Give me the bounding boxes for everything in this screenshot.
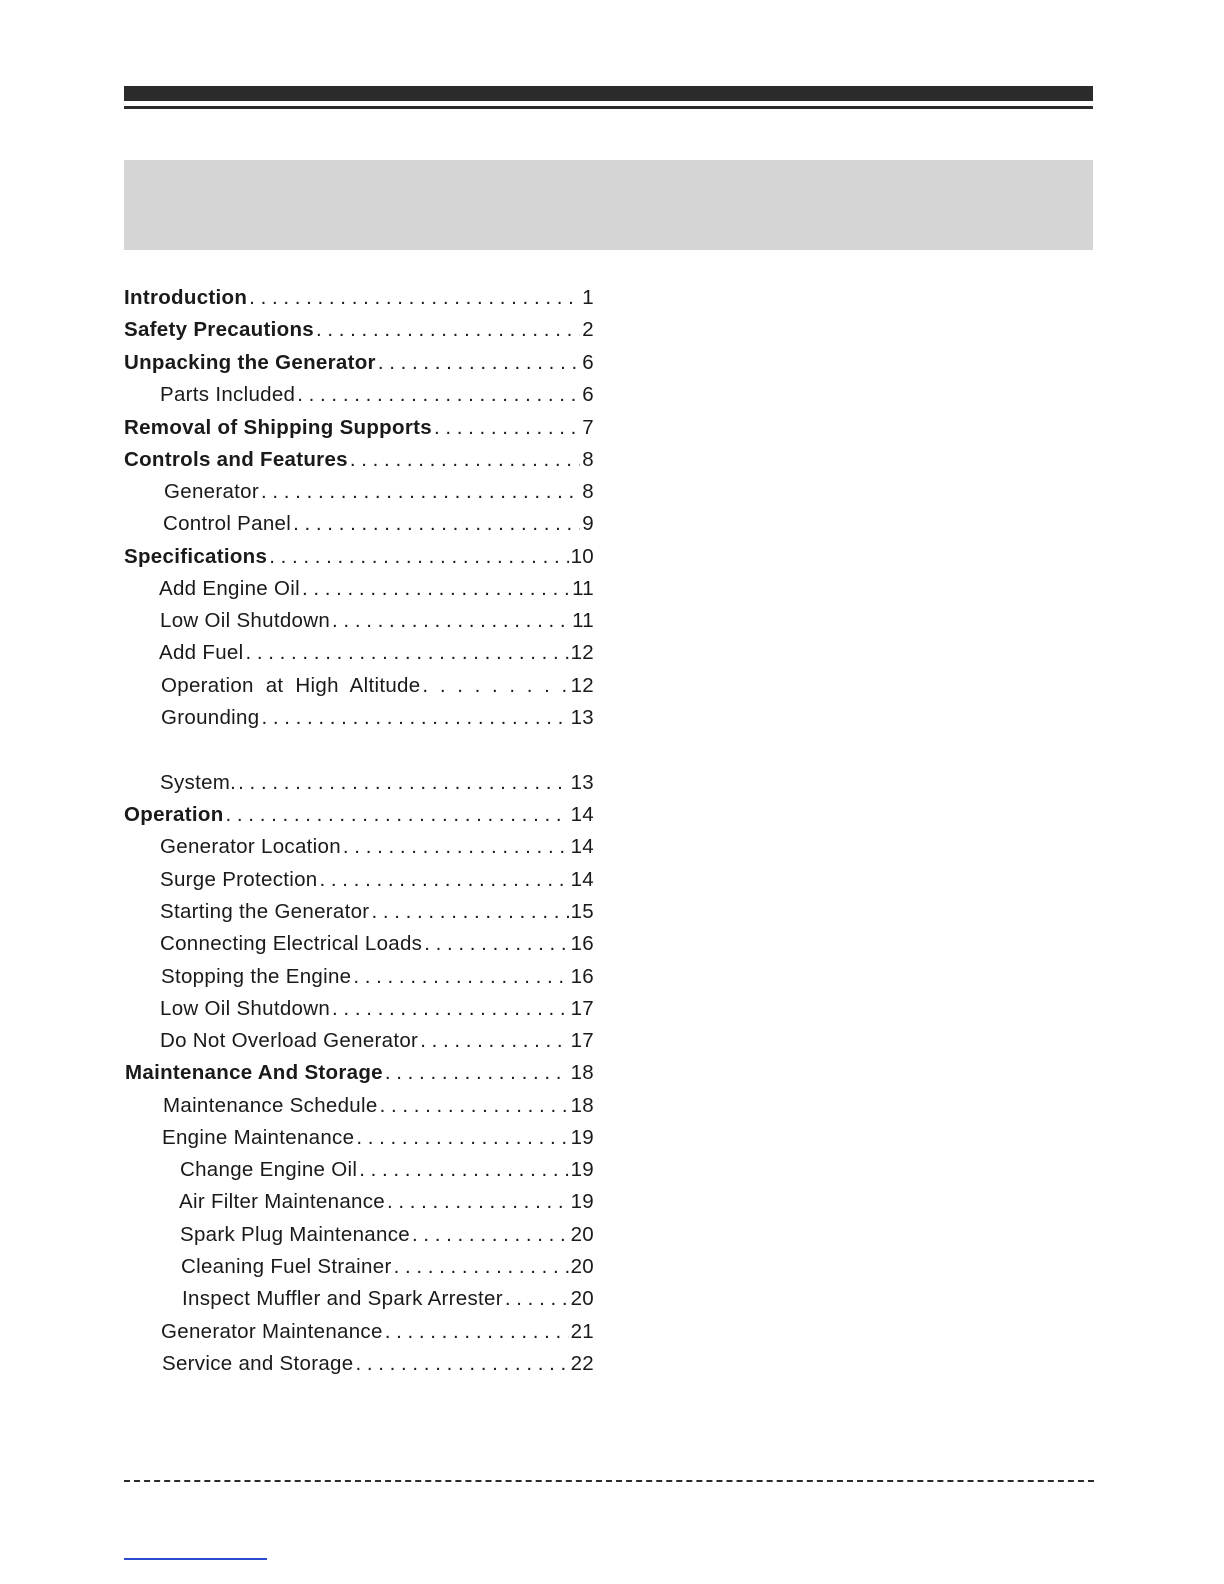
toc-entry[interactable] bbox=[124, 1122, 594, 1154]
toc-entry[interactable] bbox=[124, 864, 594, 896]
toc-entry-page: 14 bbox=[570, 803, 594, 826]
toc-entry-page: 8 bbox=[582, 448, 594, 471]
toc-entry-page: 7 bbox=[582, 416, 594, 439]
toc-entry[interactable] bbox=[124, 379, 594, 411]
toc-entry-title: Unpacking the Generator bbox=[124, 351, 376, 374]
toc-entry-title: Change Engine Oil bbox=[180, 1158, 358, 1181]
toc-entry-page: 14 bbox=[570, 868, 594, 891]
toc-dot-leader bbox=[422, 670, 568, 702]
toc-entry[interactable] bbox=[124, 1186, 594, 1218]
toc-entry[interactable] bbox=[124, 799, 594, 831]
toc-entry-title: Low Oil Shutdown bbox=[160, 997, 331, 1020]
toc-entry-title: Generator bbox=[164, 480, 259, 503]
toc-dot-leader bbox=[355, 1348, 568, 1380]
toc-dot-leader bbox=[371, 896, 568, 928]
toc-entry-title: Control Panel bbox=[163, 512, 292, 535]
toc-entry[interactable] bbox=[124, 993, 594, 1025]
toc-entry-title: Starting the Generator bbox=[160, 900, 370, 923]
toc-entry[interactable] bbox=[124, 896, 594, 928]
toc-dot-leader bbox=[269, 541, 568, 573]
toc-entry-page: 6 bbox=[582, 383, 594, 406]
toc-entry-page: 17 bbox=[570, 997, 594, 1020]
toc-dot-leader bbox=[387, 1186, 569, 1218]
toc-entry-title: Generator Location bbox=[160, 835, 341, 858]
toc-entry-page: 20 bbox=[570, 1255, 594, 1278]
header-thick-bar bbox=[124, 86, 1093, 101]
toc-entry-page: 16 bbox=[570, 965, 594, 988]
toc-entry[interactable] bbox=[124, 1057, 594, 1089]
toc-dot-leader bbox=[316, 314, 580, 346]
toc-entry-page: 15 bbox=[570, 900, 594, 923]
toc-entry-page: 19 bbox=[570, 1126, 594, 1149]
toc-dot-leader bbox=[238, 767, 568, 799]
toc-entry-page: 10 bbox=[570, 545, 594, 568]
toc-dot-leader bbox=[353, 961, 568, 993]
toc-dot-leader bbox=[226, 799, 569, 831]
toc-entry-title: Specifications bbox=[124, 545, 268, 568]
toc-entry-page: 20 bbox=[570, 1287, 594, 1310]
toc-entry-page: 12 bbox=[570, 641, 594, 664]
toc-entry-title: Inspect Muffler and Spark Arrester bbox=[182, 1287, 503, 1310]
toc-dot-leader bbox=[297, 379, 580, 411]
toc-dot-leader bbox=[249, 282, 580, 314]
toc-entry-page: 11 bbox=[572, 577, 594, 600]
toc-entry-page: 11 bbox=[572, 609, 594, 632]
toc-entry-page: 1 bbox=[582, 286, 594, 309]
toc-dot-leader bbox=[434, 412, 580, 444]
toc-dot-leader bbox=[394, 1251, 569, 1283]
toc-entry-title: Surge Protection bbox=[160, 868, 318, 891]
toc-entry-title: Grounding bbox=[161, 706, 260, 729]
toc-entry-page: 8 bbox=[582, 480, 594, 503]
toc-entry[interactable] bbox=[124, 314, 594, 346]
toc-entry[interactable] bbox=[124, 1283, 594, 1315]
toc-entry-title: Generator Maintenance bbox=[161, 1320, 383, 1343]
toc-dot-leader bbox=[293, 508, 580, 540]
header-thin-rule bbox=[124, 106, 1093, 109]
toc-entry-title: Cleaning Fuel Strainer bbox=[181, 1255, 392, 1278]
toc-entry-title: Engine Maintenance bbox=[162, 1126, 355, 1149]
toc-entry-page: 12 bbox=[570, 674, 594, 697]
toc-dot-leader bbox=[385, 1316, 569, 1348]
toc-entry[interactable] bbox=[124, 961, 594, 993]
toc-entry[interactable] bbox=[124, 412, 594, 444]
toc-entry[interactable] bbox=[124, 347, 594, 379]
toc-dot-leader bbox=[378, 347, 580, 379]
toc-entry-title: Air Filter Maintenance bbox=[179, 1190, 385, 1213]
toc-entry[interactable] bbox=[124, 1025, 594, 1057]
toc-dot-leader bbox=[261, 702, 568, 734]
toc-dot-leader bbox=[424, 928, 568, 960]
toc-dot-leader bbox=[320, 864, 569, 896]
toc-entry[interactable] bbox=[124, 1090, 594, 1122]
footer-link-underline[interactable] bbox=[124, 1558, 267, 1560]
toc-dot-leader bbox=[332, 993, 569, 1025]
toc-entry[interactable] bbox=[124, 670, 594, 702]
toc-entry[interactable] bbox=[124, 637, 594, 669]
toc-entry-page: 19 bbox=[570, 1190, 594, 1213]
toc-entry[interactable] bbox=[124, 605, 594, 637]
toc-dot-leader bbox=[412, 1219, 569, 1251]
toc-entry-title: Operation at High Altitude bbox=[161, 674, 421, 697]
toc-entry-page: 21 bbox=[570, 1320, 594, 1343]
toc-entry-title: System. bbox=[160, 771, 237, 794]
toc-entry[interactable] bbox=[124, 476, 594, 508]
toc-entry[interactable] bbox=[124, 702, 594, 734]
toc-entry-title: Maintenance And Storage bbox=[125, 1061, 383, 1084]
toc-dot-leader bbox=[380, 1090, 569, 1122]
toc-entry[interactable] bbox=[124, 1219, 594, 1251]
toc-entry-page: 18 bbox=[570, 1061, 594, 1084]
toc-entry[interactable] bbox=[124, 444, 594, 476]
toc-entry-page: 16 bbox=[570, 932, 594, 955]
toc-dot-leader bbox=[505, 1283, 569, 1315]
toc-dot-leader bbox=[385, 1057, 569, 1089]
toc-entry[interactable] bbox=[124, 508, 594, 540]
toc-entry-page: 22 bbox=[570, 1352, 594, 1375]
toc-entry[interactable] bbox=[124, 573, 594, 605]
toc-dot-leader bbox=[356, 1122, 568, 1154]
toc-entry-title: Add Engine Oil bbox=[159, 577, 300, 600]
toc-entry-title: Maintenance Schedule bbox=[163, 1094, 378, 1117]
toc-entry-title: Add Fuel bbox=[159, 641, 244, 664]
title-band bbox=[124, 160, 1093, 250]
footer-dashed-rule bbox=[124, 1480, 1094, 1482]
toc-entry-page: 13 bbox=[570, 706, 594, 729]
toc-entry[interactable] bbox=[124, 541, 594, 573]
toc-entry-title: Operation bbox=[124, 803, 224, 826]
toc-entry[interactable] bbox=[124, 928, 594, 960]
toc-entry-title: Introduction bbox=[124, 286, 248, 309]
toc-entry-title: Do Not Overload Generator bbox=[160, 1029, 419, 1052]
toc-entry[interactable] bbox=[124, 767, 594, 799]
toc-dot-leader bbox=[245, 637, 568, 669]
toc-entry[interactable] bbox=[124, 1154, 594, 1186]
toc-dot-leader bbox=[359, 1154, 568, 1186]
toc-entry-page: 9 bbox=[582, 512, 594, 535]
toc-entry-title: Safety Precautions bbox=[124, 318, 314, 341]
toc-entry-page: 14 bbox=[570, 835, 594, 858]
toc-dot-leader bbox=[350, 444, 580, 476]
toc-entry-page: 6 bbox=[582, 351, 594, 374]
toc-entry[interactable] bbox=[124, 1348, 594, 1380]
toc-entry[interactable] bbox=[124, 1316, 594, 1348]
toc-dot-leader bbox=[343, 831, 569, 863]
toc-entry-title: Stopping the Engine bbox=[161, 965, 352, 988]
toc-entry-page: 19 bbox=[570, 1158, 594, 1181]
toc-entry-title: Connecting Electrical Loads bbox=[160, 932, 423, 955]
toc-entry-page: 13 bbox=[570, 771, 594, 794]
toc-entry-page: 20 bbox=[570, 1223, 594, 1246]
toc-entry-title: Spark Plug Maintenance bbox=[180, 1223, 410, 1246]
toc-dot-leader bbox=[332, 605, 570, 637]
toc-dot-leader bbox=[420, 1025, 568, 1057]
toc-entry[interactable] bbox=[124, 1251, 594, 1283]
toc-entry-page: 18 bbox=[570, 1094, 594, 1117]
toc-dot-leader bbox=[261, 476, 580, 508]
toc-entry-title: Low Oil Shutdown bbox=[160, 609, 331, 632]
toc-entry-title: Removal of Shipping Supports bbox=[124, 416, 432, 439]
toc-entry-page: 17 bbox=[570, 1029, 594, 1052]
toc-dot-leader bbox=[302, 573, 570, 605]
toc-entry[interactable] bbox=[124, 831, 594, 863]
toc-entry-title: Service and Storage bbox=[162, 1352, 354, 1375]
toc-entry-page: 2 bbox=[582, 318, 594, 341]
toc-entry-title: Controls and Features bbox=[124, 448, 348, 471]
toc-entry-title: Parts Included bbox=[160, 383, 296, 406]
toc-entry[interactable] bbox=[124, 282, 594, 314]
